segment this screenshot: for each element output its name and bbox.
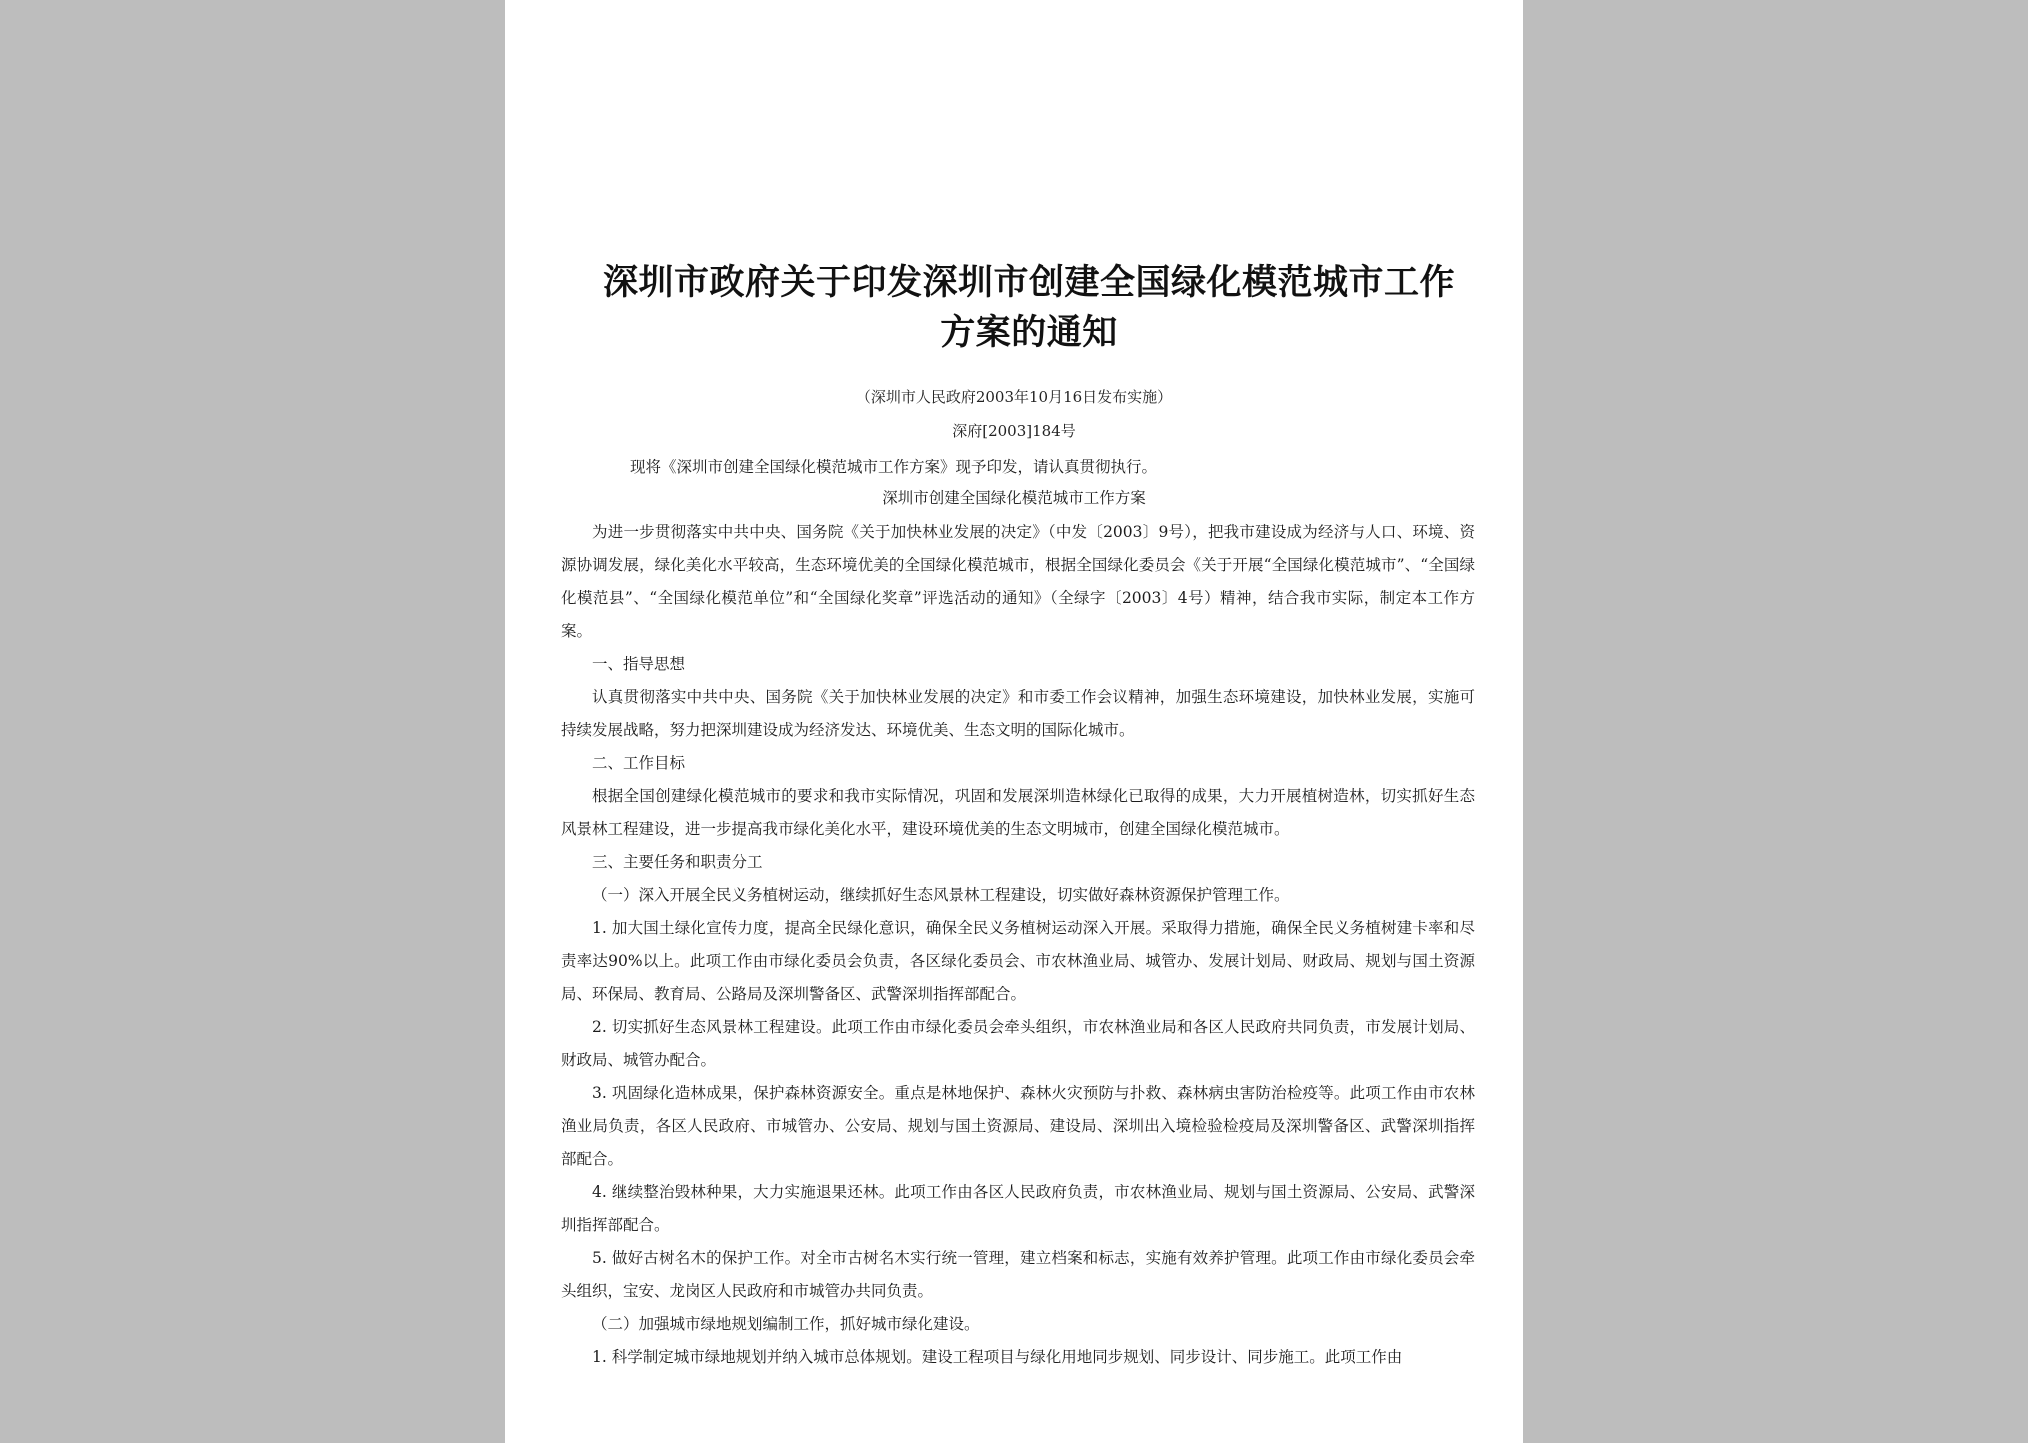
- list-item-1-3: 3. 巩固绿化造林成果，保护森林资源安全。重点是林地保护、森林火灾预防与扑救、森林病虫害防治检疫等。此项工作由市农林渔业局负责，各区人民政府、市城管办、公安局、规划与国土资源局、建设局、深圳出入境检验检疫局及深圳警备区、武警深圳指挥部配合。: [561, 1084, 1475, 1168]
- subsection-heading-2: （二）加强城市绿地规划编制工作，抓好城市绿化建设。: [592, 1315, 980, 1333]
- section-heading-main-tasks: 三、主要任务和职责分工: [592, 853, 763, 871]
- document-page: [505, 0, 1523, 1443]
- publish-note: （深圳市人民政府2003年10月16日发布实施）: [855, 388, 1173, 406]
- section-heading-work-goals: 二、工作目标: [592, 754, 686, 772]
- paragraph-guiding-ideology: 认真贯彻落实中共中央、国务院《关于加快林业发展的决定》和市委工作会议精神，加强生态环境建设，加快林业发展，实施可持续发展战略，努力把深圳建设成为经济发达、环境优美、生态文明的国际化城市。: [561, 688, 1475, 739]
- list-item-1-1: 1. 加大国土绿化宣传力度，提高全民绿化意识，确保全民义务植树运动深入开展。采取得力措施，确保全民义务植树建卡率和尽责率达90%以上。此项工作由市绿化委员会负责，各区绿化委员会、市农林渔业局、城管办、发展计划局、财政局、规划与国土资源局、环保局、教育局、公路局及深圳警备区、武警深圳指挥部配合。: [561, 919, 1475, 1003]
- list-item-1-2: 2. 切实抓好生态风景林工程建设。此项工作由市绿化委员会牵头组织，市农林渔业局和各区人民政府共同负责，市发展计划局、财政局、城管办配合。: [561, 1018, 1475, 1069]
- document-body: [561, 516, 1475, 1374]
- paragraph-work-goals: 根据全国创建绿化模范城市的要求和我市实际情况，巩固和发展深圳造林绿化已取得的成果，大力开展植树造林，切实抓好生态风景林工程建设，进一步提高我市绿化美化水平，建设环境优美的生态文明城市，创建全国绿化模范城市。: [561, 787, 1475, 838]
- list-item-2-1: 1. 科学制定城市绿地规划并纳入城市总体规划。建设工程项目与绿化用地同步规划、同步设计、同步施工。此项工作由: [592, 1348, 1403, 1366]
- intro-paragraph: 现将《深圳市创建全国绿化模范城市工作方案》现予印发，请认真贯彻执行。: [630, 458, 1158, 476]
- subsection-heading-1: （一）深入开展全民义务植树运动，继续抓好生态风景林工程建设，切实做好森林资源保护管理工作。: [592, 886, 1290, 904]
- section-heading-guiding-ideology: 一、指导思想: [592, 655, 686, 673]
- list-item-1-5: 5. 做好古树名木的保护工作。对全市古树名木实行统一管理，建立档案和标志，实施有效养护管理。此项工作由市绿化委员会牵头组织，宝安、龙岗区人民政府和市城管办共同负责。: [561, 1249, 1475, 1300]
- document-title: 深圳市政府关于印发深圳市创建全国绿化模范城市工作方案的通知: [602, 263, 1455, 353]
- document-number: 深府[2003]184号: [952, 422, 1076, 440]
- plan-title: 深圳市创建全国绿化模范城市工作方案: [882, 489, 1146, 507]
- paragraph-preamble: 为进一步贯彻落实中共中央、国务院《关于加快林业发展的决定》（中发〔2003〕9号），把我市建设成为经济与人口、环境、资源协调发展，绿化美化水平较高，生态环境优美的全国绿化模范城市，根据全国绿化委员会《关于开展“全国绿化模范城市”、“全国绿化模范县”、“全国绿化模范单位”和“全国绿化奖章”评选活动的通知》（全绿字〔2003〕4号）精神，结合我市实际，制定本工作方案。: [561, 523, 1475, 640]
- list-item-1-4: 4. 继续整治毁林种果，大力实施退果还林。此项工作由各区人民政府负责，市农林渔业局、规划与国土资源局、公安局、武警深圳指挥部配合。: [561, 1183, 1475, 1234]
